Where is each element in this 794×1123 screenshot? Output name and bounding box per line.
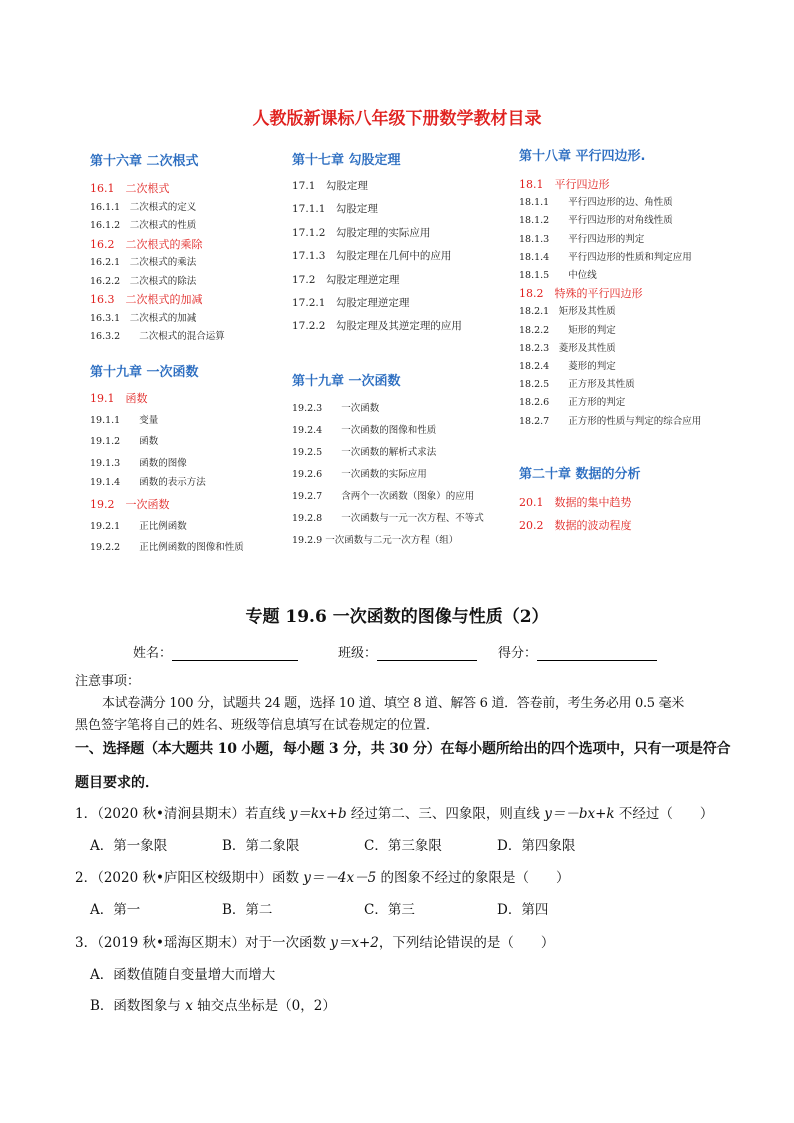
exam-title: 专题 19.6 一次函数的图像与性质（2） [245, 607, 549, 627]
toc-subsection-item: 18.2.1 矩形及其性质 [519, 306, 616, 318]
section-1-heading-cont: 题目要求的． [75, 775, 159, 791]
toc-section-item: 16.3 二次根式的加减 [90, 293, 203, 306]
toc-subsection-item: 16.1.2 二次根式的性质 [90, 220, 197, 231]
toc-subsection-item: 19.2.7 含两个一次函数（图象）的应用 [292, 491, 475, 502]
toc-subsection-item: 18.1.3 平行四边形的判定 [519, 233, 645, 245]
toc-subsection-item: 19.2.9 一次函数与二元一次方程（组） [292, 535, 459, 546]
question-2 [75, 866, 569, 886]
q3-suffix: ，下列结论错误的是（ ） [378, 935, 555, 951]
q1-suffix: 不经过（ ） [614, 806, 714, 822]
toc-subsection-item: 16.3.2 二次根式的混合运算 [90, 331, 225, 342]
notice-label: 注意事项： [75, 674, 141, 689]
toc-subsection-item: 18.1.1 平行四边形的边、角性质 [519, 197, 673, 209]
toc-subsection-item: 16.2.1 二次根式的乘法 [90, 257, 197, 268]
q1-option-c[interactable]: C．第三象限 [364, 838, 442, 854]
q2-prefix: 2．（2020 秋•庐阳区校级期中）函数 [75, 870, 304, 886]
toc-subsection-item: 18.2.2 矩形的判定 [519, 324, 616, 336]
notice-line-2: 黑色签字笔将自己的姓名、班级等信息填写在试卷规定的位置． [75, 718, 440, 733]
toc-subsection-item: 17.1.3 勾股定理在几何中的应用 [292, 250, 452, 263]
toc-subsection-item: 16.1.1 二次根式的定义 [90, 201, 197, 213]
score-label: 得分： [498, 646, 538, 661]
toc-subsection-item: 18.2.4 菱形的判定 [519, 361, 616, 372]
q2-suffix: 的图象不经过的象限是（ ） [376, 870, 570, 886]
q2-option-b[interactable]: B．第二 [222, 902, 273, 918]
q3-prefix: 3．（2019 秋•瑶海区期末）对于一次函数 [75, 935, 331, 951]
toc-subsection-item: 19.1.2 函数 [90, 436, 159, 447]
q3-option-b-prefix: B．函数图象与 [90, 998, 186, 1014]
question-3 [75, 931, 554, 951]
toc-subsection-item: 19.2.5 一次函数的解析式求法 [292, 447, 437, 458]
toc-section-item: 16.1 二次根式 [90, 182, 170, 195]
name-blank [172, 646, 298, 661]
toc-subsection-item: 19.2.2 正比例函数的图像和性质 [90, 542, 244, 553]
class-label: 班级： [338, 646, 378, 661]
toc-subsection-item: 17.1.2 勾股定理的实际应用 [292, 226, 431, 239]
q1-mid: 经过第二、三、四象限，则直线 [346, 806, 545, 822]
class-field [338, 642, 477, 661]
toc-subsection-item: 17.1.1 勾股定理 [292, 203, 378, 216]
toc-section-item: 19.1 函数 [90, 392, 148, 405]
q3-equation: y＝x+2 [330, 935, 379, 951]
toc-subsection-item: 19.1.1 变量 [90, 414, 159, 426]
toc-subsection-item: 18.2.3 菱形及其性质 [519, 342, 616, 354]
q2-option-d[interactable]: D．第四 [497, 902, 549, 918]
toc-subsection-item: 19.2.8 一次函数与一元一次方程、不等式 [292, 513, 484, 524]
toc-section-item: 20.1 数据的集中趋势 [519, 496, 632, 509]
doc-title: 人教版新课标八年级下册数学教材目录 [252, 109, 542, 129]
q2-equation: y＝－4x－5 [303, 870, 377, 886]
chapter-16-heading: 第十六章 二次根式 [90, 154, 199, 169]
toc-subsection-item: 18.1.5 中位线 [519, 270, 597, 281]
q1-option-b[interactable]: B．第二象限 [222, 838, 300, 854]
score-blank [537, 646, 657, 661]
toc-subsection-item: 17.2.2 勾股定理及其逆定理的应用 [292, 320, 462, 333]
chapter-17-heading: 第十七章 勾股定理 [292, 153, 401, 168]
toc-subsection-item: 16.2.2 二次根式的除法 [90, 275, 197, 287]
notice-line-1: 本试卷满分 100 分，试题共 24 题，选择 10 道、填空 8 道、解答 6 道．答卷前，考生务必用 0.5 毫米 [102, 696, 685, 711]
q3-option-b[interactable] [90, 994, 336, 1014]
toc-subsection-item: 19.2.4 一次函数的图像和性质 [292, 425, 437, 436]
toc-subsection-item: 17.2 勾股定理逆定理 [292, 273, 400, 286]
toc-section-item: 18.2 特殊的平行四边形 [519, 287, 643, 301]
toc-subsection-item: 17.2.1 勾股定理逆定理 [292, 297, 410, 309]
toc-subsection-item: 18.2.7 正方形的性质与判定的综合应用 [519, 415, 702, 427]
q1-prefix: 1．（2020 秋•清涧县期末）若直线 [75, 806, 290, 822]
chapter-19-heading-col2: 第十九章 一次函数 [292, 374, 401, 389]
toc-subsection-item: 19.2.3 一次函数 [292, 403, 380, 414]
q1-option-a[interactable]: A．第一象限 [90, 838, 168, 854]
q1-equation-2: y＝－bx+k [544, 806, 615, 822]
q3-option-b-suffix: 轴交点坐标是（0，2） [192, 998, 336, 1014]
q1-option-d[interactable]: D．第四象限 [497, 838, 576, 854]
toc-subsection-item: 18.2.6 正方形的判定 [519, 397, 626, 409]
toc-section-item: 16.2 二次根式的乘除 [90, 237, 203, 251]
chapter-20-heading: 第二十章 数据的分析 [519, 467, 641, 482]
q3-option-b-var: x [185, 998, 193, 1014]
class-blank [377, 646, 477, 661]
toc-subsection-item: 19.2.6 一次函数的实际应用 [292, 469, 427, 480]
chapter-19-heading: 第十九章 一次函数 [90, 365, 199, 380]
toc-section-item: 19.2 一次函数 [90, 498, 170, 511]
q1-equation-1: y＝kx+b [289, 806, 347, 822]
q3-option-a[interactable]: A．函数值随自变量增大而增大 [90, 967, 276, 983]
section-1-heading: 一、选择题（本大题共 10 小题，每小题 3 分，共 30 分）在每小题所给出的四个选项中，只有一项是符合 [75, 741, 731, 757]
q2-option-a[interactable]: A．第一 [90, 902, 141, 918]
q2-option-c[interactable]: C．第三 [364, 902, 415, 918]
toc-subsection-item: 18.1.4 平行四边形的性质和判定应用 [519, 251, 692, 263]
toc-subsection-item: 17.1 勾股定理 [292, 180, 368, 192]
toc-section-item: 18.1 平行四边形 [519, 178, 610, 191]
name-label: 姓名： [133, 646, 173, 661]
toc-subsection-item: 18.2.5 正方形及其性质 [519, 379, 635, 391]
score-field [498, 642, 657, 661]
toc-subsection-item: 19.2.1 正比例函数 [90, 520, 187, 532]
toc-section-item: 20.2 数据的波动程度 [519, 519, 632, 532]
toc-subsection-item: 19.1.4 函数的表示方法 [90, 477, 206, 488]
question-1 [75, 802, 713, 822]
toc-subsection-item: 19.1.3 函数的图像 [90, 457, 187, 469]
chapter-18-heading: 第十八章 平行四边形. [519, 149, 646, 164]
toc-subsection-item: 16.3.1 二次根式的加减 [90, 312, 197, 324]
toc-subsection-item: 18.1.2 平行四边形的对角线性质 [519, 215, 673, 227]
name-field [133, 642, 298, 661]
